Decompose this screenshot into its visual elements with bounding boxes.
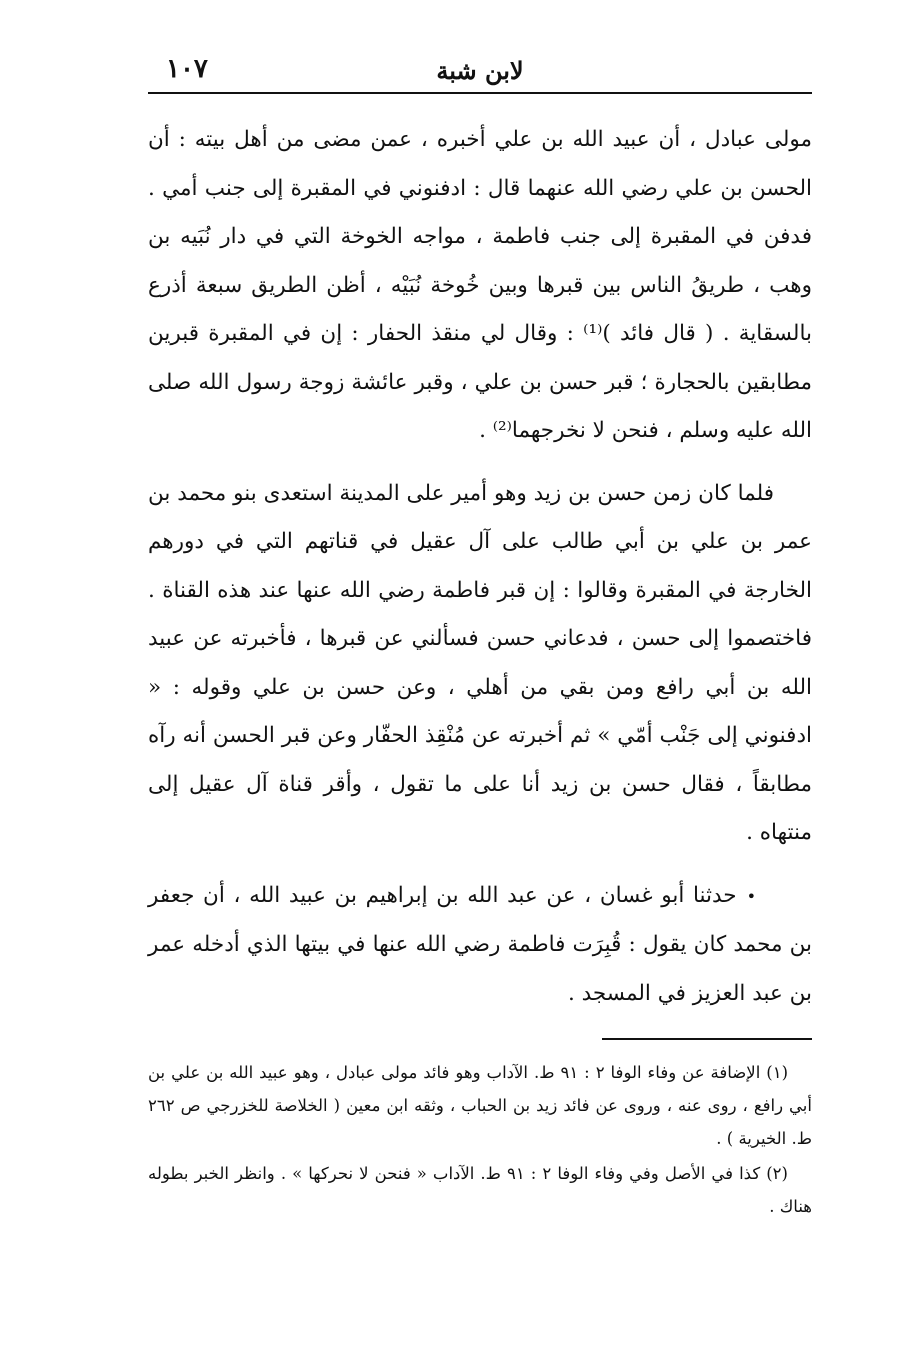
bullet-marker: • [746, 886, 756, 906]
page-header [148, 52, 812, 94]
footnotes [148, 1056, 812, 1223]
main-text [148, 116, 812, 1018]
paragraph-3 [148, 872, 812, 1019]
footnote-divider [602, 1038, 812, 1040]
paragraph-2: فلما كان زمن حسن بن زيد وهو أمير على المدينة استعدى بنو محمد بن عمر بن علي بن أبي طالب على آل عقيل في قناتهم التي في دورهم الخارجة في المقبرة وقالوا : إن قبر فاطمة رضي الله عنها عند هذه القناة . فاختصموا إلى حسن ، فدعاني حسن فسألني عن قبرها ، فأخبرته عن عبيد الله بن أبي رافع ومن بقي من أهلي ، وعن حسن بن علي وقوله : « ادفنوني إلى جَنْب أمّي » ثم أخبرته عن مُنْقِذ الحفّار وعن قبر الحسن أنه رآه مطابقاً ، فقال حسن بن زيد أنا على ما تقول ، وأقر قناة آل عقيل إلى منتهاه . [148, 480, 812, 845]
paragraph-3-text: حدثنا أبو غسان ، عن عبد الله بن إبراهيم بن عبيد الله ، أن جعفر بن محمد كان يقول : قُبِرَت فاطمة رضي الله عنها في بيتها الذي أدخله عمر بن عبد العزيز في المسجد . [148, 882, 812, 1006]
paragraph-1: مولى عبادل ، أن عبيد الله بن علي أخبره ، عمن مضى من أهل بيته : أن الحسن بن علي رضي الله عنهما قال : ادفنوني في المقبرة إلى جنب أمي . فدفن في المقبرة إلى جنب فاطمة ، مواجه الخوخة التي في دار نُبَيه بن وهب ، طريقُ الناس بين قبرها وبين خُوخة نُبَيْه ، أظن الطريق سبعة أذرع بالسقاية . ( قال فائد )⁽¹⁾ : وقال لي منقذ الحفار : إن في المقبرة قبرين مطابقين بالحجارة ؛ قبر حسن بن علي ، وقبر عائشة زوجة رسول الله صلى الله عليه وسلم ، فنحن لا نخرجهما⁽²⁾ . [148, 127, 812, 443]
page-number: ١٠٧ [166, 54, 208, 84]
document-page [148, 52, 812, 1225]
footnote-2: (٢) كذا في الأصل وفي وفاء الوفا ٢ : ٩١ ط. الآداب « فنحن لا نحركها » . وانظر الخبر بطوله هناك . [148, 1164, 812, 1216]
footnote-1: (١) الإضافة عن وفاء الوفا ٢ : ٩١ ط. الآداب وهو فائد مولى عبادل ، وهو عبيد الله بن علي بن أبي رافع ، روى عنه ، وروى عن فائد زيد بن الحباب ، وثقه ابن معين ( الخلاصة للخزرجي ص ٢٦٢ ط. الخيرية ) . [148, 1063, 812, 1148]
running-title: لابن شبة [436, 56, 524, 85]
